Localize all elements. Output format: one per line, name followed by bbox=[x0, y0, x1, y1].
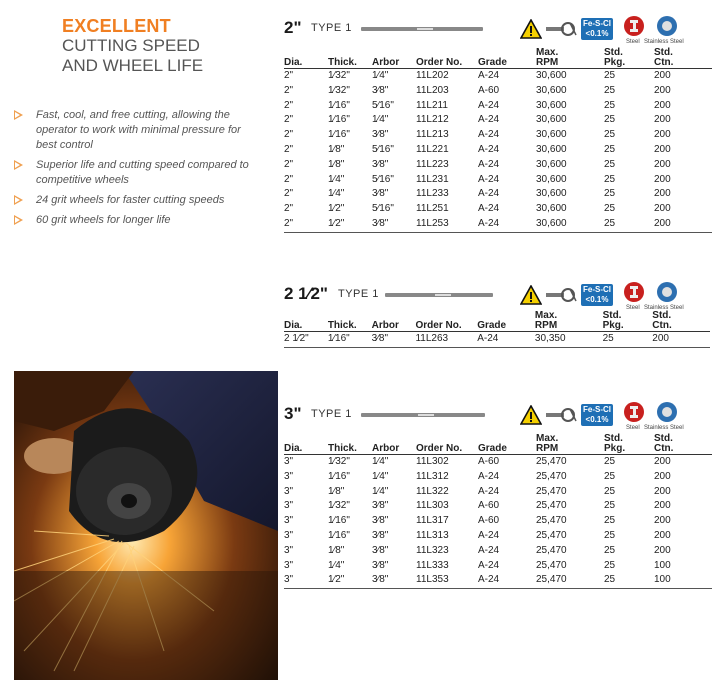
cell-order-no: 11L322 bbox=[416, 485, 449, 497]
cell-std-pkg: 25 bbox=[604, 114, 616, 126]
cell-max-rpm: 30,600 bbox=[536, 70, 567, 81]
wheel-type: TYPE 1 bbox=[311, 22, 352, 34]
cell-arbor: 5⁄16" bbox=[372, 99, 394, 111]
cell-order-no: 11L223 bbox=[416, 158, 449, 170]
fe-s-cl-badge: Fe-S-Cl <0.1% bbox=[583, 19, 611, 38]
cell-max-rpm: 30,600 bbox=[536, 217, 567, 229]
cell-order-no: 11L263 bbox=[415, 333, 449, 344]
cell-dia: 2" bbox=[284, 129, 294, 141]
cell-max-rpm: 25,470 bbox=[536, 470, 567, 482]
cell-dia: 2" bbox=[284, 143, 294, 155]
cell-max-rpm: 25,470 bbox=[536, 485, 567, 497]
cell-grade: A-24 bbox=[478, 158, 500, 170]
cell-std-pkg: 25 bbox=[604, 456, 616, 467]
cell-arbor: 1⁄4" bbox=[372, 470, 389, 482]
stainless-steel-icon bbox=[657, 282, 677, 302]
feature-list bbox=[14, 108, 264, 233]
cell-dia: 3" bbox=[284, 544, 294, 556]
cell-thick: 1⁄16" bbox=[328, 99, 350, 111]
cell-thick: 1⁄4" bbox=[328, 188, 345, 200]
cell-order-no: 11L323 bbox=[416, 544, 449, 556]
stainless-steel-label: Stainless Steel bbox=[644, 425, 684, 431]
headline bbox=[62, 16, 272, 76]
steel-icon bbox=[624, 16, 644, 36]
cell-max-rpm: 30,600 bbox=[536, 84, 567, 96]
spec-table bbox=[284, 48, 712, 233]
cell-dia: 2 1⁄2" bbox=[284, 333, 309, 344]
cell-arbor: 3⁄8" bbox=[372, 544, 389, 556]
fe-s-cl-badge: Fe-S-Cl <0.1% bbox=[583, 405, 611, 424]
cell-dia: 2" bbox=[284, 173, 294, 185]
steel-label: Steel bbox=[626, 425, 640, 431]
cell-std-pkg: 25 bbox=[604, 529, 616, 541]
cell-dia: 3" bbox=[284, 485, 294, 497]
cell-thick: 1⁄32" bbox=[328, 84, 350, 96]
cell-thick: 1⁄16" bbox=[328, 515, 350, 527]
table-row bbox=[284, 202, 712, 217]
cell-order-no: 11L221 bbox=[416, 143, 449, 155]
cell-std-ctn: 200 bbox=[654, 70, 671, 81]
cell-dia: 2" bbox=[284, 158, 294, 170]
table-header-row bbox=[284, 48, 712, 69]
cell-thick: 1⁄16" bbox=[327, 333, 350, 344]
cell-order-no: 11L313 bbox=[416, 529, 449, 541]
table-row bbox=[284, 485, 712, 500]
cell-grade: A-24 bbox=[478, 70, 500, 81]
column-header-dia: Dia. bbox=[284, 57, 303, 68]
bullet-triangle-icon bbox=[14, 160, 23, 170]
section-title: 3" bbox=[284, 404, 302, 423]
cell-arbor: 3⁄8" bbox=[372, 529, 389, 541]
cell-order-no: 11L333 bbox=[416, 559, 449, 571]
cell-arbor: 3⁄8" bbox=[372, 129, 389, 141]
cell-order-no: 11L317 bbox=[416, 515, 449, 527]
headline-line-2: CUTTING SPEED bbox=[62, 36, 200, 55]
cell-std-ctn: 200 bbox=[654, 456, 671, 467]
cell-max-rpm: 25,470 bbox=[536, 574, 567, 586]
cell-grade: A-24 bbox=[477, 333, 499, 344]
cell-grade: A-60 bbox=[478, 515, 500, 527]
column-header-thick: Thick. bbox=[327, 320, 357, 331]
steel-label: Steel bbox=[626, 39, 640, 45]
cell-thick: 1⁄8" bbox=[328, 158, 345, 170]
column-header-max-rpm: Max. RPM bbox=[536, 433, 559, 454]
cell-dia: 2" bbox=[284, 99, 294, 111]
column-header-arbor: Arbor bbox=[371, 320, 399, 331]
column-header-max-rpm: Max. RPM bbox=[534, 310, 558, 331]
cell-std-pkg: 25 bbox=[604, 485, 616, 497]
table-row bbox=[284, 529, 712, 544]
cell-dia: 2" bbox=[284, 188, 294, 200]
cell-std-pkg: 25 bbox=[604, 544, 616, 556]
steel-label: Steel bbox=[626, 305, 640, 311]
cell-grade: A-24 bbox=[478, 114, 500, 126]
cell-std-pkg: 25 bbox=[604, 559, 616, 571]
cell-arbor: 5⁄16" bbox=[372, 173, 394, 185]
section-3-inch bbox=[284, 404, 714, 594]
cell-grade: A-24 bbox=[478, 529, 500, 541]
column-header-thick: Thick. bbox=[328, 443, 357, 454]
cell-dia: 3" bbox=[284, 515, 294, 527]
warning-icon bbox=[520, 405, 542, 425]
cell-std-pkg: 25 bbox=[604, 515, 616, 527]
cell-grade: A-24 bbox=[478, 559, 500, 571]
table-row bbox=[284, 514, 712, 529]
cell-std-pkg: 25 bbox=[604, 188, 616, 200]
wheel-profile-icon bbox=[361, 27, 483, 31]
cell-std-ctn: 200 bbox=[654, 515, 671, 527]
column-header-std-pkg: Std. Pkg. bbox=[604, 47, 626, 68]
cell-order-no: 11L353 bbox=[416, 574, 449, 586]
cell-arbor: 5⁄16" bbox=[372, 143, 394, 155]
cell-arbor: 1⁄4" bbox=[372, 114, 389, 126]
cell-std-pkg: 25 bbox=[604, 129, 616, 141]
cell-thick: 1⁄32" bbox=[328, 70, 350, 81]
cell-arbor: 3⁄8" bbox=[371, 333, 388, 344]
cell-grade: A-24 bbox=[478, 203, 500, 215]
cell-dia: 2" bbox=[284, 217, 294, 229]
wheel-type: TYPE 1 bbox=[338, 288, 379, 300]
cell-max-rpm: 25,470 bbox=[536, 456, 567, 467]
table-header-row bbox=[284, 434, 712, 455]
cell-arbor: 5⁄16" bbox=[372, 203, 394, 215]
cell-order-no: 11L213 bbox=[416, 129, 449, 141]
cell-std-ctn: 200 bbox=[654, 143, 671, 155]
cell-dia: 2" bbox=[284, 203, 294, 215]
cell-std-ctn: 200 bbox=[654, 114, 671, 126]
bullet-triangle-icon bbox=[14, 195, 23, 205]
cell-std-pkg: 25 bbox=[604, 203, 616, 215]
stainless-steel-icon bbox=[657, 16, 677, 36]
cell-arbor: 3⁄8" bbox=[372, 84, 389, 96]
section-2-inch bbox=[284, 18, 714, 240]
cell-max-rpm: 30,600 bbox=[536, 143, 567, 155]
steel-icon bbox=[624, 402, 644, 422]
table-row bbox=[284, 455, 712, 470]
section-2-half-inch bbox=[284, 284, 714, 354]
cell-dia: 3" bbox=[284, 500, 294, 512]
cell-std-pkg: 25 bbox=[602, 333, 614, 344]
cell-thick: 1⁄16" bbox=[328, 114, 350, 126]
cell-thick: 1⁄16" bbox=[328, 129, 350, 141]
table-row bbox=[284, 158, 712, 173]
column-header-order-no: Order No. bbox=[416, 57, 463, 68]
table-row bbox=[284, 113, 712, 128]
wheel-type: TYPE 1 bbox=[311, 408, 352, 420]
cell-thick: 1⁄8" bbox=[328, 143, 345, 155]
table-row bbox=[284, 332, 710, 348]
cell-arbor: 3⁄8" bbox=[372, 559, 389, 571]
column-header-std-pkg: Std. Pkg. bbox=[604, 433, 626, 454]
cell-max-rpm: 25,470 bbox=[536, 515, 567, 527]
bullet-triangle-icon bbox=[14, 215, 23, 225]
cell-std-ctn: 200 bbox=[654, 485, 671, 497]
cell-order-no: 11L253 bbox=[416, 217, 449, 229]
table-row bbox=[284, 69, 712, 84]
table-row bbox=[284, 187, 712, 202]
cell-order-no: 11L233 bbox=[416, 188, 449, 200]
table-row bbox=[284, 217, 712, 232]
cell-max-rpm: 30,600 bbox=[536, 173, 567, 185]
cell-max-rpm: 25,470 bbox=[536, 500, 567, 512]
cell-order-no: 11L202 bbox=[416, 70, 449, 81]
cell-dia: 3" bbox=[284, 574, 294, 586]
cell-arbor: 3⁄8" bbox=[372, 217, 389, 229]
cell-order-no: 11L231 bbox=[416, 173, 449, 185]
cell-std-pkg: 25 bbox=[604, 70, 616, 81]
cell-max-rpm: 30,600 bbox=[536, 158, 567, 170]
cell-std-pkg: 25 bbox=[604, 574, 616, 586]
cell-dia: 3" bbox=[284, 559, 294, 571]
table-row bbox=[284, 573, 712, 588]
cell-thick: 1⁄32" bbox=[328, 456, 350, 467]
column-header-max-rpm: Max. RPM bbox=[536, 47, 559, 68]
cell-order-no: 11L303 bbox=[416, 500, 449, 512]
cell-order-no: 11L212 bbox=[416, 114, 449, 126]
warning-icon bbox=[520, 19, 542, 39]
cell-max-rpm: 30,600 bbox=[536, 188, 567, 200]
cell-dia: 3" bbox=[284, 456, 294, 467]
grinder-photo bbox=[14, 371, 278, 680]
steel-icon bbox=[624, 282, 644, 302]
cell-order-no: 11L211 bbox=[416, 99, 448, 111]
cell-order-no: 11L312 bbox=[416, 470, 449, 482]
spec-table bbox=[284, 311, 710, 348]
wheel-profile-icon bbox=[361, 413, 485, 417]
column-header-dia: Dia. bbox=[284, 320, 303, 331]
cell-grade: A-24 bbox=[478, 470, 500, 482]
table-header-row bbox=[284, 311, 710, 332]
cell-std-pkg: 25 bbox=[604, 173, 616, 185]
section-title: 2" bbox=[284, 18, 302, 37]
column-header-grade: Grade bbox=[478, 443, 507, 454]
spec-table bbox=[284, 434, 712, 589]
cell-std-ctn: 200 bbox=[654, 217, 671, 229]
column-header-std-ctn: Std. Ctn. bbox=[652, 310, 672, 331]
headline-line-3: AND WHEEL LIFE bbox=[62, 56, 204, 75]
cell-grade: A-24 bbox=[478, 188, 500, 200]
cell-max-rpm: 30,600 bbox=[536, 203, 567, 215]
cell-max-rpm: 30,350 bbox=[534, 333, 566, 344]
cell-thick: 1⁄16" bbox=[328, 529, 350, 541]
table-row bbox=[284, 470, 712, 485]
table-row bbox=[284, 499, 712, 514]
cell-thick: 1⁄2" bbox=[328, 217, 345, 229]
wheel-profile-icon bbox=[385, 293, 493, 297]
column-header-order-no: Order No. bbox=[415, 320, 462, 331]
cell-grade: A-24 bbox=[478, 485, 500, 497]
cell-std-pkg: 25 bbox=[604, 158, 616, 170]
feature-item: 60 grit wheels for longer life bbox=[14, 213, 264, 228]
cell-order-no: 11L302 bbox=[416, 456, 449, 467]
cell-std-pkg: 25 bbox=[604, 217, 616, 229]
cell-std-ctn: 100 bbox=[654, 559, 671, 571]
cell-std-ctn: 200 bbox=[654, 544, 671, 556]
column-header-std-pkg: Std. Pkg. bbox=[602, 310, 624, 331]
table-row bbox=[284, 143, 712, 158]
grinder-icon bbox=[544, 20, 578, 38]
cell-thick: 1⁄8" bbox=[328, 485, 345, 497]
cell-std-pkg: 25 bbox=[604, 84, 616, 96]
cell-thick: 1⁄32" bbox=[328, 500, 350, 512]
cell-std-pkg: 25 bbox=[604, 143, 616, 155]
cell-std-pkg: 25 bbox=[604, 99, 616, 111]
column-header-arbor: Arbor bbox=[372, 443, 400, 454]
cell-grade: A-24 bbox=[478, 143, 500, 155]
cell-std-ctn: 100 bbox=[654, 574, 671, 586]
column-header-grade: Grade bbox=[477, 320, 507, 331]
cell-std-pkg: 25 bbox=[604, 470, 616, 482]
cell-thick: 1⁄2" bbox=[328, 203, 345, 215]
cell-dia: 3" bbox=[284, 529, 294, 541]
cell-thick: 1⁄4" bbox=[328, 173, 345, 185]
cell-max-rpm: 30,600 bbox=[536, 99, 567, 111]
fe-s-cl-badge: Fe-S-Cl <0.1% bbox=[583, 285, 611, 304]
cell-arbor: 3⁄8" bbox=[372, 188, 389, 200]
table-row bbox=[284, 559, 712, 574]
cell-arbor: 3⁄8" bbox=[372, 158, 389, 170]
cell-std-ctn: 200 bbox=[654, 173, 671, 185]
warning-icon bbox=[520, 285, 542, 305]
column-header-std-ctn: Std. Ctn. bbox=[654, 47, 674, 68]
cell-order-no: 11L203 bbox=[416, 84, 449, 96]
cell-arbor: 1⁄4" bbox=[372, 70, 389, 81]
cell-dia: 2" bbox=[284, 84, 294, 96]
cell-arbor: 1⁄4" bbox=[372, 456, 389, 467]
cell-std-ctn: 200 bbox=[654, 99, 671, 111]
cell-std-ctn: 200 bbox=[654, 529, 671, 541]
stainless-steel-label: Stainless Steel bbox=[644, 305, 684, 311]
cell-dia: 2" bbox=[284, 114, 294, 126]
cell-grade: A-24 bbox=[478, 99, 500, 111]
cell-std-pkg: 25 bbox=[604, 500, 616, 512]
cell-std-ctn: 200 bbox=[654, 470, 671, 482]
section-title: 2 1⁄2" bbox=[284, 284, 328, 303]
cell-max-rpm: 25,470 bbox=[536, 559, 567, 571]
cell-arbor: 3⁄8" bbox=[372, 500, 389, 512]
cell-std-ctn: 200 bbox=[654, 203, 671, 215]
cell-thick: 1⁄4" bbox=[328, 559, 345, 571]
cell-thick: 1⁄16" bbox=[328, 470, 350, 482]
cell-arbor: 3⁄8" bbox=[372, 574, 389, 586]
column-header-arbor: Arbor bbox=[372, 57, 400, 68]
cell-grade: A-60 bbox=[478, 500, 500, 512]
column-header-std-ctn: Std. Ctn. bbox=[654, 433, 674, 454]
table-row bbox=[284, 173, 712, 188]
cell-dia: 2" bbox=[284, 70, 294, 81]
cell-grade: A-24 bbox=[478, 217, 500, 229]
cell-arbor: 3⁄8" bbox=[372, 515, 389, 527]
cell-max-rpm: 30,600 bbox=[536, 129, 567, 141]
cell-dia: 3" bbox=[284, 470, 294, 482]
cell-order-no: 11L251 bbox=[416, 203, 449, 215]
cell-grade: A-60 bbox=[478, 456, 500, 467]
cell-grade: A-24 bbox=[478, 173, 500, 185]
grinder-icon bbox=[544, 286, 578, 304]
cell-std-ctn: 200 bbox=[654, 188, 671, 200]
cell-thick: 1⁄2" bbox=[328, 574, 345, 586]
cell-std-ctn: 200 bbox=[654, 158, 671, 170]
grinder-icon bbox=[544, 406, 578, 424]
table-row bbox=[284, 84, 712, 99]
table-row bbox=[284, 128, 712, 143]
cell-std-ctn: 200 bbox=[654, 84, 671, 96]
cell-thick: 1⁄8" bbox=[328, 544, 345, 556]
cell-max-rpm: 25,470 bbox=[536, 529, 567, 541]
cell-grade: A-60 bbox=[478, 84, 500, 96]
table-row bbox=[284, 544, 712, 559]
cell-grade: A-24 bbox=[478, 574, 500, 586]
table-row bbox=[284, 99, 712, 114]
feature-item: Superior life and cutting speed compared to competitive wheels bbox=[14, 158, 264, 188]
column-header-order-no: Order No. bbox=[416, 443, 463, 454]
column-header-dia: Dia. bbox=[284, 443, 303, 454]
column-header-grade: Grade bbox=[478, 57, 507, 68]
cell-max-rpm: 25,470 bbox=[536, 544, 567, 556]
feature-item: Fast, cool, and free cutting, allowing the operator to work with minimal pressure for best control bbox=[14, 108, 264, 153]
feature-item: 24 grit wheels for faster cutting speeds bbox=[14, 193, 264, 208]
cell-grade: A-24 bbox=[478, 129, 500, 141]
bullet-triangle-icon bbox=[14, 110, 23, 120]
stainless-steel-label: Stainless Steel bbox=[644, 39, 684, 45]
cell-std-ctn: 200 bbox=[652, 333, 669, 344]
column-header-thick: Thick. bbox=[328, 57, 357, 68]
cell-grade: A-24 bbox=[478, 544, 500, 556]
stainless-steel-icon bbox=[657, 402, 677, 422]
cell-arbor: 1⁄4" bbox=[372, 485, 389, 497]
cell-max-rpm: 30,600 bbox=[536, 114, 567, 126]
cell-std-ctn: 200 bbox=[654, 500, 671, 512]
headline-line-1: EXCELLENT bbox=[62, 16, 171, 36]
cell-std-ctn: 200 bbox=[654, 129, 671, 141]
